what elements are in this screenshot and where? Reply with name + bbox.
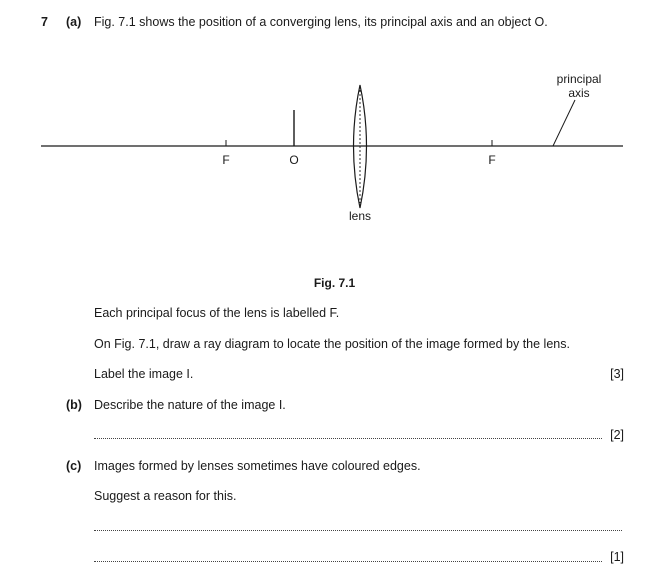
object-label: O — [289, 153, 299, 167]
part-b-label: (b) — [66, 398, 82, 412]
part-c-marks: [1] — [610, 550, 624, 564]
part-a-text-focus: Each principal focus of the lens is labelled F. — [94, 306, 340, 320]
part-c-text: Images formed by lenses sometimes have coloured edges. — [94, 459, 421, 473]
part-a-label: (a) — [66, 15, 82, 29]
focus-right-label: F — [488, 153, 496, 167]
focus-left-label: F — [222, 153, 230, 167]
principal-axis-leader — [553, 100, 575, 146]
principal-axis-label-line1: principal — [556, 72, 602, 86]
figure-caption: Fig. 7.1 — [313, 276, 356, 290]
part-a-intro: Fig. 7.1 shows the position of a converging lens, its principal axis and an object O. — [94, 15, 548, 29]
part-b-answer-line[interactable] — [94, 438, 602, 439]
part-b-text: Describe the nature of the image I. — [94, 398, 286, 412]
part-a-marks: [3] — [610, 367, 624, 381]
part-c-prompt: Suggest a reason for this. — [94, 489, 237, 503]
part-b-marks: [2] — [610, 428, 624, 442]
lens-diagram — [0, 60, 669, 240]
question-number: 7 — [41, 15, 48, 29]
lens-label: lens — [348, 209, 372, 223]
part-a-text-label-image: Label the image I. — [94, 367, 194, 381]
part-c-answer-line-1[interactable] — [94, 530, 622, 531]
principal-axis-label-line2: axis — [568, 86, 590, 100]
part-c-label: (c) — [66, 459, 82, 473]
part-a-text-instruction: On Fig. 7.1, draw a ray diagram to locate the position of the image formed by the lens. — [94, 337, 570, 351]
part-c-answer-line-2[interactable] — [94, 561, 602, 562]
